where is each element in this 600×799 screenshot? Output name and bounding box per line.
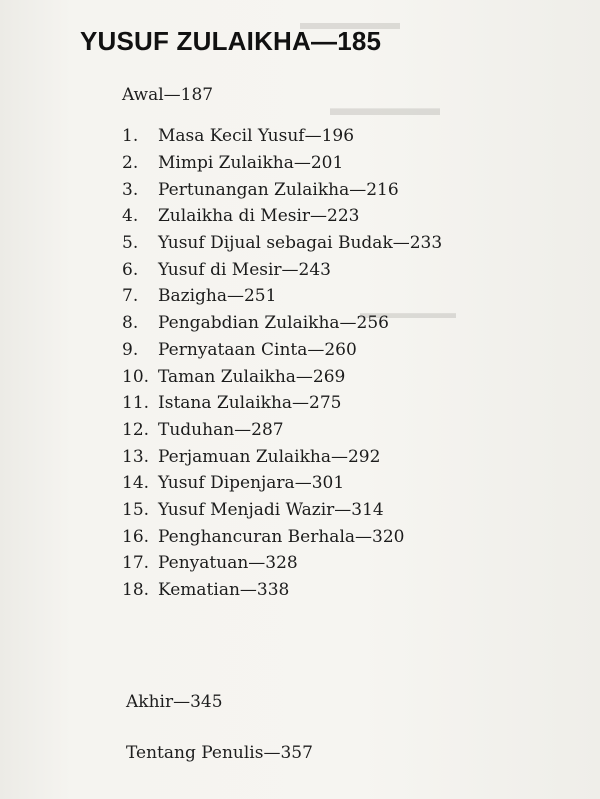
chapter-number: 11.: [122, 393, 150, 414]
section-title: YUSUF ZULAIKHA—185: [80, 26, 382, 56]
chapter-title: Yusuf Dipenjara—301: [158, 473, 345, 494]
chapter-title: Pernyataan Cinta—260: [158, 339, 357, 360]
toc-entry-outro: Akhir—345: [126, 692, 223, 712]
chapter-number: 9.: [122, 339, 139, 360]
chapter-number: 10.: [122, 366, 150, 387]
toc-entry: [122, 123, 442, 150]
chapter-number: 3.: [122, 179, 139, 200]
chapter-title: Mimpi Zulaikha—201: [158, 153, 344, 174]
toc-entry: [122, 176, 442, 203]
chapter-title: Zulaikha di Mesir—223: [158, 206, 360, 227]
chapter-title: Penghancuran Berhala—320: [158, 526, 405, 547]
chapter-title: Penyatuan—328: [158, 553, 298, 574]
chapter-number: 18.: [122, 580, 150, 601]
chapter-number: 16.: [122, 526, 150, 547]
chapter-title: Yusuf Menjadi Wazir—314: [158, 499, 384, 520]
chapter-number: 4.: [122, 206, 139, 227]
toc-entry: [122, 310, 442, 337]
chapter-title: Tuduhan—287: [158, 419, 284, 440]
table-of-contents: [122, 123, 442, 603]
chapter-number: 6.: [122, 259, 139, 280]
toc-entry: [122, 203, 442, 230]
chapter-number: 5.: [122, 233, 139, 254]
chapter-title: Pengabdian Zulaikha—256: [158, 313, 389, 334]
chapter-title: Masa Kecil Yusuf—196: [158, 126, 355, 147]
toc-entry-intro: Awal—187: [122, 85, 214, 105]
chapter-title: Pertunangan Zulaikha—216: [158, 179, 399, 200]
chapter-number: 14.: [122, 473, 150, 494]
chapter-number: 13.: [122, 446, 150, 467]
toc-entry: [122, 443, 442, 470]
toc-entry: [122, 390, 442, 417]
toc-entry: [122, 523, 442, 550]
toc-entry-author: Tentang Penulis—357: [126, 743, 313, 763]
toc-entry: [122, 417, 442, 444]
chapter-title: Bazigha—251: [158, 286, 277, 307]
chapter-number: 8.: [122, 313, 139, 334]
chapter-number: 12.: [122, 419, 150, 440]
chapter-title: Kematian—338: [158, 580, 290, 601]
chapter-title: Taman Zulaikha—269: [158, 366, 346, 387]
toc-entry: [122, 256, 442, 283]
chapter-number: 15.: [122, 499, 150, 520]
toc-entry: [122, 577, 442, 604]
chapter-title: Yusuf di Mesir—243: [158, 259, 331, 280]
chapter-title: Istana Zulaikha—275: [158, 393, 342, 414]
show-through-decoration: ▬▬▬▬▬: [300, 12, 400, 34]
toc-entry: [122, 150, 442, 177]
toc-entry: [122, 470, 442, 497]
show-through-decoration: ▬▬▬▬▬: [330, 95, 440, 120]
toc-entry: [122, 497, 442, 524]
toc-entry: [122, 363, 442, 390]
show-through-decoration: ▬▬▬▬▬▬: [360, 305, 456, 322]
toc-entry: [122, 337, 442, 364]
chapter-number: 1.: [122, 126, 139, 147]
chapter-number: 7.: [122, 286, 139, 307]
chapter-title: Yusuf Dijual sebagai Budak—233: [158, 233, 443, 254]
toc-entry: [122, 550, 442, 577]
chapter-number: 2.: [122, 153, 139, 174]
toc-entry: [122, 283, 442, 310]
toc-entry: [122, 230, 442, 257]
chapter-number: 17.: [122, 553, 150, 574]
chapter-title: Perjamuan Zulaikha—292: [158, 446, 381, 467]
